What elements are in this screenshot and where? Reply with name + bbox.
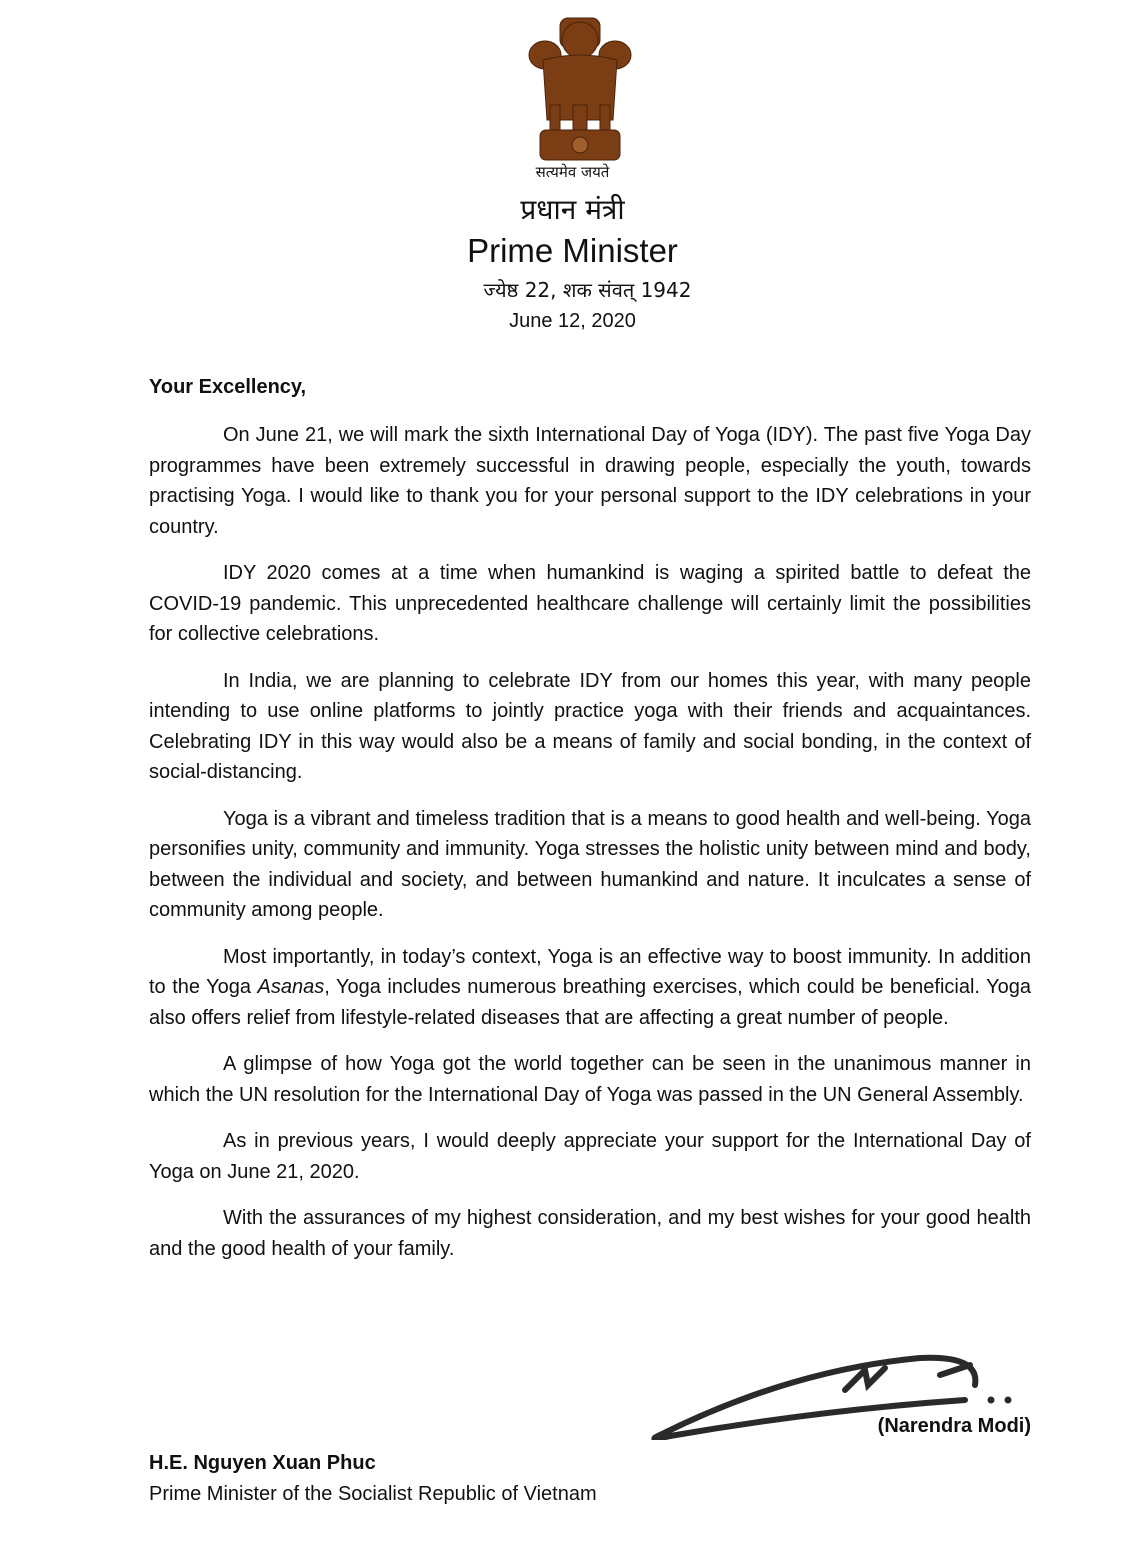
national-emblem-icon — [515, 10, 645, 165]
paragraph: IDY 2020 comes at a time when humankind is waging a spirited battle to defeat the COVID-19 pandemic. This unprecedented healthcare challenge will certainly limit the possibilities for collective celebrations. — [149, 562, 1031, 645]
paragraph-text: , Yoga includes numerous breathing exercises, which could be beneficial. Yoga also offers relief from lifestyle-related diseases that are affecting a great number of people. — [149, 976, 1031, 1029]
paragraph-italic: Asanas — [257, 976, 325, 998]
letter-date: June 12, 2020 — [509, 310, 636, 332]
paragraph-text: Most importantly, in today’s context, Yoga is an effective way to boost immunity. In addition to the Yoga — [149, 945, 1031, 998]
addressee-name: H.E. Nguyen Xuan Phuc — [149, 1452, 376, 1474]
paragraph: Yoga is a vibrant and timeless tradition that is a means to good health and well-being. Yoga personifies unity, community and immunity. Yoga stresses the holistic unity between mind and body, between the individual and society, and between humankind and nature. It inculcates a sense of community among people. — [149, 807, 1031, 921]
addressee-title: Prime Minister of the Socialist Republic of Vietnam — [149, 1483, 597, 1505]
paragraph: A glimpse of how Yoga got the world together can be seen in the unanimous manner in which the UN resolution for the International Day of Yoga was passed in the UN General Assembly. — [149, 1053, 1031, 1106]
paragraph: In India, we are planning to celebrate IDY from our homes this year, with many people intending to use online platforms to jointly practice yoga with their friends and acquaintances. Celebrating IDY in this way would also be a means of family and social bonding, in the context of social-distancing. — [149, 669, 1031, 783]
signatory-name: (Narendra Modi) — [877, 1415, 1031, 1437]
paragraph: With the assurances of my highest consideration, and my best wishes for your good health and the good health of your family. — [149, 1207, 1031, 1260]
office-title-hindi: प्रधान मंत्री — [520, 193, 625, 226]
paragraph — [149, 942, 1031, 1034]
paragraph: As in previous years, I would deeply appreciate your support for the International Day of Yoga on June 21, 2020. — [149, 1130, 1031, 1183]
paragraph: On June 21, we will mark the sixth International Day of Yoga (IDY). The past five Yoga Day programmes have been extremely successful in drawing people, especially the youth, towards practising Yoga. I would like to thank you for your personal support to the IDY celebrations in your country. — [149, 424, 1031, 538]
emblem-motto: सत्यमेव जयते — [535, 163, 610, 181]
addressee-block — [149, 1448, 597, 1510]
date-hindi: ज्येष्ठ 22, शक संवत् 1942 — [483, 278, 692, 302]
salutation: Your Excellency, — [149, 376, 307, 398]
office-title: Prime Minister — [467, 232, 678, 269]
letter-body — [149, 420, 1031, 1280]
